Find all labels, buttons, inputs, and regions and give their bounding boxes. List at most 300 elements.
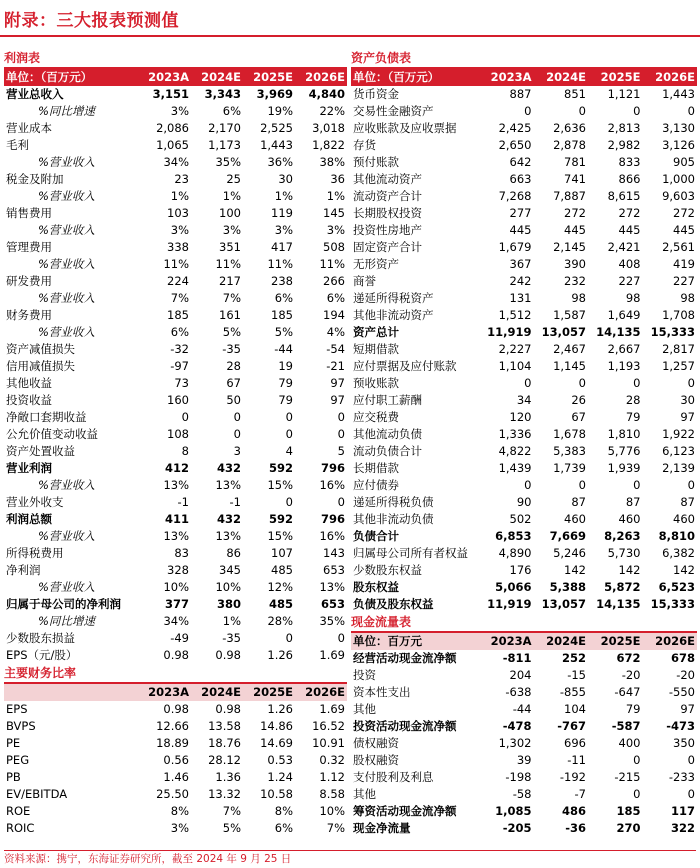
value-cell: 15%	[267, 529, 293, 543]
value-cell: 2,650	[498, 138, 532, 152]
value-cell: 3,343	[204, 87, 241, 101]
value-cell: 367	[509, 257, 532, 271]
value-cell: 3,969	[256, 87, 293, 101]
table-row	[4, 786, 347, 803]
value-cell: 3,151	[152, 87, 189, 101]
value-cell: 224	[167, 274, 189, 288]
value-cell: -11	[567, 753, 586, 767]
table-row	[351, 324, 697, 341]
value-cell: 1,336	[498, 427, 532, 441]
row-label: %营业收入	[38, 223, 95, 237]
value-cell: 3%	[326, 223, 345, 237]
value-cell: 104	[564, 702, 586, 716]
value-cell: 0	[687, 376, 695, 390]
table-row	[4, 256, 347, 273]
value-cell: 36	[330, 172, 345, 186]
row-label: 交易性金融资产	[353, 104, 434, 118]
value-cell: 98	[571, 291, 586, 305]
value-cell: 176	[509, 563, 532, 577]
value-cell: 13%	[215, 478, 241, 492]
row-label: 流动资产合计	[353, 189, 422, 203]
row-label: %同比增速	[38, 104, 95, 118]
row-label: 归属母公司所有者权益	[353, 546, 468, 560]
row-label: 固定资产合计	[353, 240, 422, 254]
table-row	[4, 273, 347, 290]
header-cell: 2026E	[295, 69, 347, 86]
row-label: BVPS	[6, 719, 36, 733]
table-row	[351, 769, 697, 786]
value-cell: -215	[614, 770, 641, 784]
value-cell: 15,333	[650, 597, 695, 611]
table-row	[4, 205, 347, 222]
value-cell: 1.36	[215, 770, 241, 784]
value-cell: 13%	[163, 478, 189, 492]
value-cell: 5%	[222, 325, 241, 339]
value-cell: 0.32	[319, 753, 345, 767]
value-cell: 13%	[215, 529, 241, 543]
row-label: 长期股权投资	[353, 206, 422, 220]
value-cell: 833	[618, 155, 641, 169]
value-cell: 1,822	[312, 138, 345, 152]
value-cell: 26	[571, 393, 586, 407]
value-cell: 408	[618, 257, 641, 271]
value-cell: 11,919	[487, 325, 532, 339]
table-row	[351, 205, 697, 222]
table-row	[351, 426, 697, 443]
value-cell: 50	[226, 393, 241, 407]
value-cell: 887	[509, 87, 532, 101]
table-row	[351, 273, 697, 290]
value-cell: 663	[509, 172, 532, 186]
income-statement-title: 利润表	[4, 50, 347, 69]
table-row	[4, 803, 347, 820]
row-label: 管理费用	[6, 240, 52, 254]
table-row	[4, 171, 347, 188]
value-cell: 185	[616, 804, 641, 818]
value-cell: -550	[668, 685, 695, 699]
value-cell: -478	[502, 719, 532, 733]
table-row	[4, 528, 347, 545]
row-label: %营业收入	[38, 257, 95, 271]
table-row	[4, 769, 347, 786]
cash-flow-body	[351, 650, 697, 837]
value-cell: 36%	[267, 155, 293, 169]
value-cell: 2,145	[553, 240, 586, 254]
value-cell: 145	[323, 206, 345, 220]
row-label: 其他非流动负债	[353, 512, 434, 526]
value-cell: 270	[616, 821, 641, 835]
row-label: 负债合计	[353, 529, 399, 543]
value-cell: 1,443	[260, 138, 293, 152]
value-cell: 653	[320, 597, 345, 611]
header-cell: 单位：（百万元）	[4, 69, 139, 86]
table-row	[4, 324, 347, 341]
row-label: 递延所得税负债	[353, 495, 434, 509]
table-row	[351, 596, 697, 613]
value-cell: 131	[509, 291, 532, 305]
table-row	[351, 86, 697, 103]
value-cell: 5%	[222, 821, 241, 835]
row-label: 资产总计	[353, 325, 399, 339]
table-row	[351, 803, 697, 820]
title-divider	[0, 35, 700, 37]
value-cell: 242	[509, 274, 532, 288]
value-cell: 8,263	[604, 529, 641, 543]
value-cell: 14.86	[260, 719, 293, 733]
value-cell: 39	[516, 753, 532, 767]
value-cell: 67	[226, 376, 241, 390]
value-cell: 6%	[170, 325, 189, 339]
value-cell: 11%	[267, 257, 293, 271]
value-cell: 0	[633, 787, 641, 801]
value-cell: 4,890	[498, 546, 532, 560]
value-cell: 1,193	[607, 359, 641, 373]
table-row	[4, 239, 347, 256]
value-cell: -192	[559, 770, 586, 784]
table-row	[4, 409, 347, 426]
row-label: 长期借款	[353, 461, 399, 475]
row-label: 负债及股东权益	[353, 597, 434, 611]
value-cell: 672	[616, 651, 641, 665]
value-cell: 0	[633, 753, 641, 767]
value-cell: 8,615	[607, 189, 641, 203]
value-cell: 0.98	[163, 702, 189, 716]
value-cell: 2,525	[260, 121, 293, 135]
value-cell: -811	[502, 651, 532, 665]
value-cell: 0	[687, 753, 695, 767]
value-cell: 73	[174, 376, 189, 390]
value-cell: 1,512	[498, 308, 532, 322]
balance-sheet-table	[351, 69, 697, 613]
table-row	[4, 511, 347, 528]
financial-ratios-body	[4, 701, 347, 837]
value-cell: 142	[564, 563, 586, 577]
value-cell: 0	[578, 478, 586, 492]
value-cell: 432	[216, 512, 241, 526]
value-cell: 232	[564, 274, 586, 288]
row-label: 商誉	[353, 274, 376, 288]
value-cell: 653	[323, 563, 345, 577]
row-label: 资产减值损失	[6, 342, 75, 356]
header-cell: 2026E	[643, 69, 698, 86]
header-cell: 2024E	[191, 69, 243, 86]
value-cell: 1,257	[662, 359, 695, 373]
value-cell: 1,443	[662, 87, 695, 101]
value-cell: -35	[222, 342, 241, 356]
value-cell: 5	[337, 444, 345, 458]
value-cell: 445	[618, 223, 641, 237]
value-cell: 6,853	[495, 529, 532, 543]
row-label: %营业收入	[38, 529, 95, 543]
row-label: 公允价值变动收益	[6, 427, 98, 441]
table-row	[351, 188, 697, 205]
row-label: %营业收入	[38, 155, 95, 169]
value-cell: 6%	[274, 821, 293, 835]
value-cell: 277	[509, 206, 532, 220]
table-header-row	[351, 633, 697, 650]
value-cell: 1,678	[553, 427, 586, 441]
value-cell: 5,872	[604, 580, 641, 594]
row-label: 股权融资	[353, 753, 399, 767]
value-cell: 2,561	[662, 240, 695, 254]
value-cell: 22%	[319, 104, 345, 118]
row-label: %营业收入	[38, 580, 95, 594]
value-cell: 866	[618, 172, 641, 186]
header-cell: 2024E	[191, 684, 243, 701]
value-cell: 328	[167, 563, 189, 577]
table-row	[351, 409, 697, 426]
table-row	[4, 392, 347, 409]
value-cell: 30	[278, 172, 293, 186]
value-cell: 905	[673, 155, 695, 169]
value-cell: 460	[673, 512, 695, 526]
header-cell: 2023A	[479, 633, 534, 650]
value-cell: 79	[278, 393, 293, 407]
value-cell: 14.69	[260, 736, 293, 750]
value-cell: 117	[670, 804, 695, 818]
value-cell: 3,130	[662, 121, 695, 135]
value-cell: 3%	[170, 104, 189, 118]
value-cell: 15%	[267, 478, 293, 492]
header-cell	[4, 684, 139, 701]
value-cell: 0	[633, 478, 641, 492]
value-cell: 642	[509, 155, 532, 169]
table-row	[4, 86, 347, 103]
value-cell: 0	[578, 376, 586, 390]
value-cell: 485	[268, 597, 293, 611]
row-label: 预付账款	[353, 155, 399, 169]
value-cell: 14,135	[596, 325, 641, 339]
value-cell: 2,878	[553, 138, 586, 152]
value-cell: 2,086	[156, 121, 189, 135]
table-row	[351, 477, 697, 494]
table-row	[351, 120, 697, 137]
value-cell: 6,523	[658, 580, 695, 594]
row-label: ROE	[6, 804, 31, 818]
value-cell: 502	[509, 512, 532, 526]
value-cell: 390	[564, 257, 586, 271]
value-cell: 851	[564, 87, 586, 101]
cash-flow-title: 现金流量表	[351, 614, 697, 633]
row-label: ROIC	[6, 821, 35, 835]
value-cell: 1%	[326, 189, 345, 203]
table-row	[4, 188, 347, 205]
value-cell: 87	[625, 495, 641, 509]
table-row	[351, 375, 697, 392]
table-row	[4, 154, 347, 171]
value-cell: 1,000	[662, 172, 695, 186]
value-cell: 1,939	[607, 461, 641, 475]
row-label: 筹资活动现金流净额	[353, 804, 457, 818]
value-cell: 14,135	[596, 597, 641, 611]
value-cell: 0	[337, 427, 345, 441]
value-cell: 23	[174, 172, 189, 186]
value-cell: 1%	[222, 189, 241, 203]
row-label: %同比增速	[38, 614, 95, 628]
row-label: EPS（元/股）	[6, 648, 78, 662]
row-label: 支付股利及利息	[353, 770, 434, 784]
table-row	[4, 307, 347, 324]
value-cell: 0	[687, 478, 695, 492]
value-cell: 119	[271, 206, 293, 220]
value-cell: 87	[680, 495, 695, 509]
row-label: 应收账款及应收票据	[353, 121, 457, 135]
value-cell: 485	[271, 563, 293, 577]
value-cell: 28%	[267, 614, 293, 628]
value-cell: 1,587	[553, 308, 586, 322]
value-cell: 3,018	[312, 121, 345, 135]
value-cell: 432	[216, 461, 241, 475]
row-label: 投资性房地产	[353, 223, 422, 237]
value-cell: 272	[673, 206, 695, 220]
value-cell: -97	[170, 359, 189, 373]
value-cell: 1,708	[662, 308, 695, 322]
value-cell: 781	[564, 155, 586, 169]
value-cell: 16%	[319, 478, 345, 492]
value-cell: 35%	[215, 155, 241, 169]
value-cell: 100	[219, 206, 241, 220]
value-cell: 34%	[163, 155, 189, 169]
header-cell: 单位：百万元	[351, 633, 479, 650]
table-row	[4, 290, 347, 307]
value-cell: 19	[278, 359, 293, 373]
value-cell: 10.58	[260, 787, 293, 801]
value-cell: 25.50	[156, 787, 189, 801]
value-cell: 13.32	[208, 787, 241, 801]
source-footnote: 资料来源：携宁，东海证券研究所，截至 2024 年 9 月 25 日	[4, 850, 696, 867]
value-cell: 377	[164, 597, 189, 611]
value-cell: 445	[673, 223, 695, 237]
table-row	[351, 701, 697, 718]
value-cell: 1,739	[553, 461, 586, 475]
value-cell: 10.91	[312, 736, 345, 750]
value-cell: 13%	[163, 529, 189, 543]
value-cell: -20	[621, 668, 641, 682]
value-cell: -7	[574, 787, 586, 801]
income-statement-table	[4, 69, 347, 664]
financial-ratios-title: 主要财务比率	[4, 665, 347, 684]
value-cell: -20	[676, 668, 695, 682]
header-cell: 2026E	[643, 633, 698, 650]
value-cell: -638	[505, 685, 532, 699]
value-cell: 142	[673, 563, 695, 577]
value-cell: 34%	[163, 614, 189, 628]
value-cell: 86	[226, 546, 241, 560]
value-cell: 1,145	[553, 359, 586, 373]
value-cell: 5,776	[607, 444, 641, 458]
row-label: 营业外收支	[6, 495, 64, 509]
table-row	[351, 341, 697, 358]
value-cell: -35	[222, 631, 241, 645]
value-cell: 1,173	[208, 138, 241, 152]
value-cell: 2,813	[607, 121, 641, 135]
value-cell: 25	[226, 172, 241, 186]
value-cell: -44	[274, 342, 293, 356]
balance-sheet-title: 资产负债表	[351, 50, 697, 69]
value-cell: 2,636	[553, 121, 586, 135]
value-cell: 16.52	[312, 719, 345, 733]
table-row	[351, 545, 697, 562]
value-cell: 28	[625, 393, 641, 407]
value-cell: 1,302	[498, 736, 532, 750]
value-cell: 678	[670, 651, 695, 665]
row-label: 短期借款	[353, 342, 399, 356]
value-cell: 38%	[319, 155, 345, 169]
value-cell: 19%	[267, 104, 293, 118]
value-cell: 185	[271, 308, 293, 322]
table-row	[4, 630, 347, 647]
row-label: 财务费用	[6, 308, 52, 322]
table-row	[4, 375, 347, 392]
table-row	[4, 137, 347, 154]
value-cell: 2,425	[498, 121, 532, 135]
value-cell: -587	[611, 719, 641, 733]
value-cell: 11,919	[487, 597, 532, 611]
table-row	[351, 650, 697, 667]
value-cell: 1,810	[607, 427, 641, 441]
value-cell: 0	[181, 410, 189, 424]
row-label: 现金净流量	[353, 821, 411, 835]
table-row	[351, 511, 697, 528]
value-cell: 411	[164, 512, 189, 526]
value-cell: 11%	[319, 257, 345, 271]
table-row	[351, 222, 697, 239]
table-row	[4, 460, 347, 477]
value-cell: 108	[167, 427, 189, 441]
value-cell: 1,085	[495, 804, 532, 818]
value-cell: 185	[167, 308, 189, 322]
value-cell: -15	[567, 668, 586, 682]
value-cell: -233	[668, 770, 695, 784]
table-row	[4, 103, 347, 120]
row-label: %营业收入	[38, 291, 95, 305]
row-label: 应付债券	[353, 478, 399, 492]
row-label: 少数股东权益	[353, 563, 422, 577]
value-cell: 107	[271, 546, 293, 560]
value-cell: 0.98	[215, 702, 241, 716]
table-row	[4, 735, 347, 752]
row-label: 投资活动现金流净额	[353, 719, 457, 733]
value-cell: -647	[614, 685, 641, 699]
value-cell: 400	[618, 736, 641, 750]
value-cell: 5,383	[553, 444, 586, 458]
row-label: 其他流动资产	[353, 172, 422, 186]
value-cell: 7,268	[498, 189, 532, 203]
row-label: %营业收入	[38, 478, 95, 492]
row-label: 应付职工薪酬	[353, 393, 422, 407]
value-cell: -855	[559, 685, 586, 699]
value-cell: 696	[564, 736, 586, 750]
value-cell: 120	[509, 410, 532, 424]
value-cell: 0.53	[267, 753, 293, 767]
value-cell: 796	[320, 512, 345, 526]
value-cell: 35%	[319, 614, 345, 628]
value-cell: 796	[320, 461, 345, 475]
value-cell: 0	[337, 631, 345, 645]
value-cell: 0	[633, 376, 641, 390]
value-cell: 0	[524, 478, 532, 492]
value-cell: 13,057	[541, 597, 586, 611]
table-row	[351, 358, 697, 375]
row-label: 所得税费用	[6, 546, 64, 560]
row-label: PE	[6, 736, 21, 750]
value-cell: -21	[326, 359, 345, 373]
value-cell: 5,730	[607, 546, 641, 560]
table-row	[351, 392, 697, 409]
value-cell: 16%	[319, 529, 345, 543]
value-cell: 6%	[274, 291, 293, 305]
header-cell: 2023A	[139, 684, 191, 701]
